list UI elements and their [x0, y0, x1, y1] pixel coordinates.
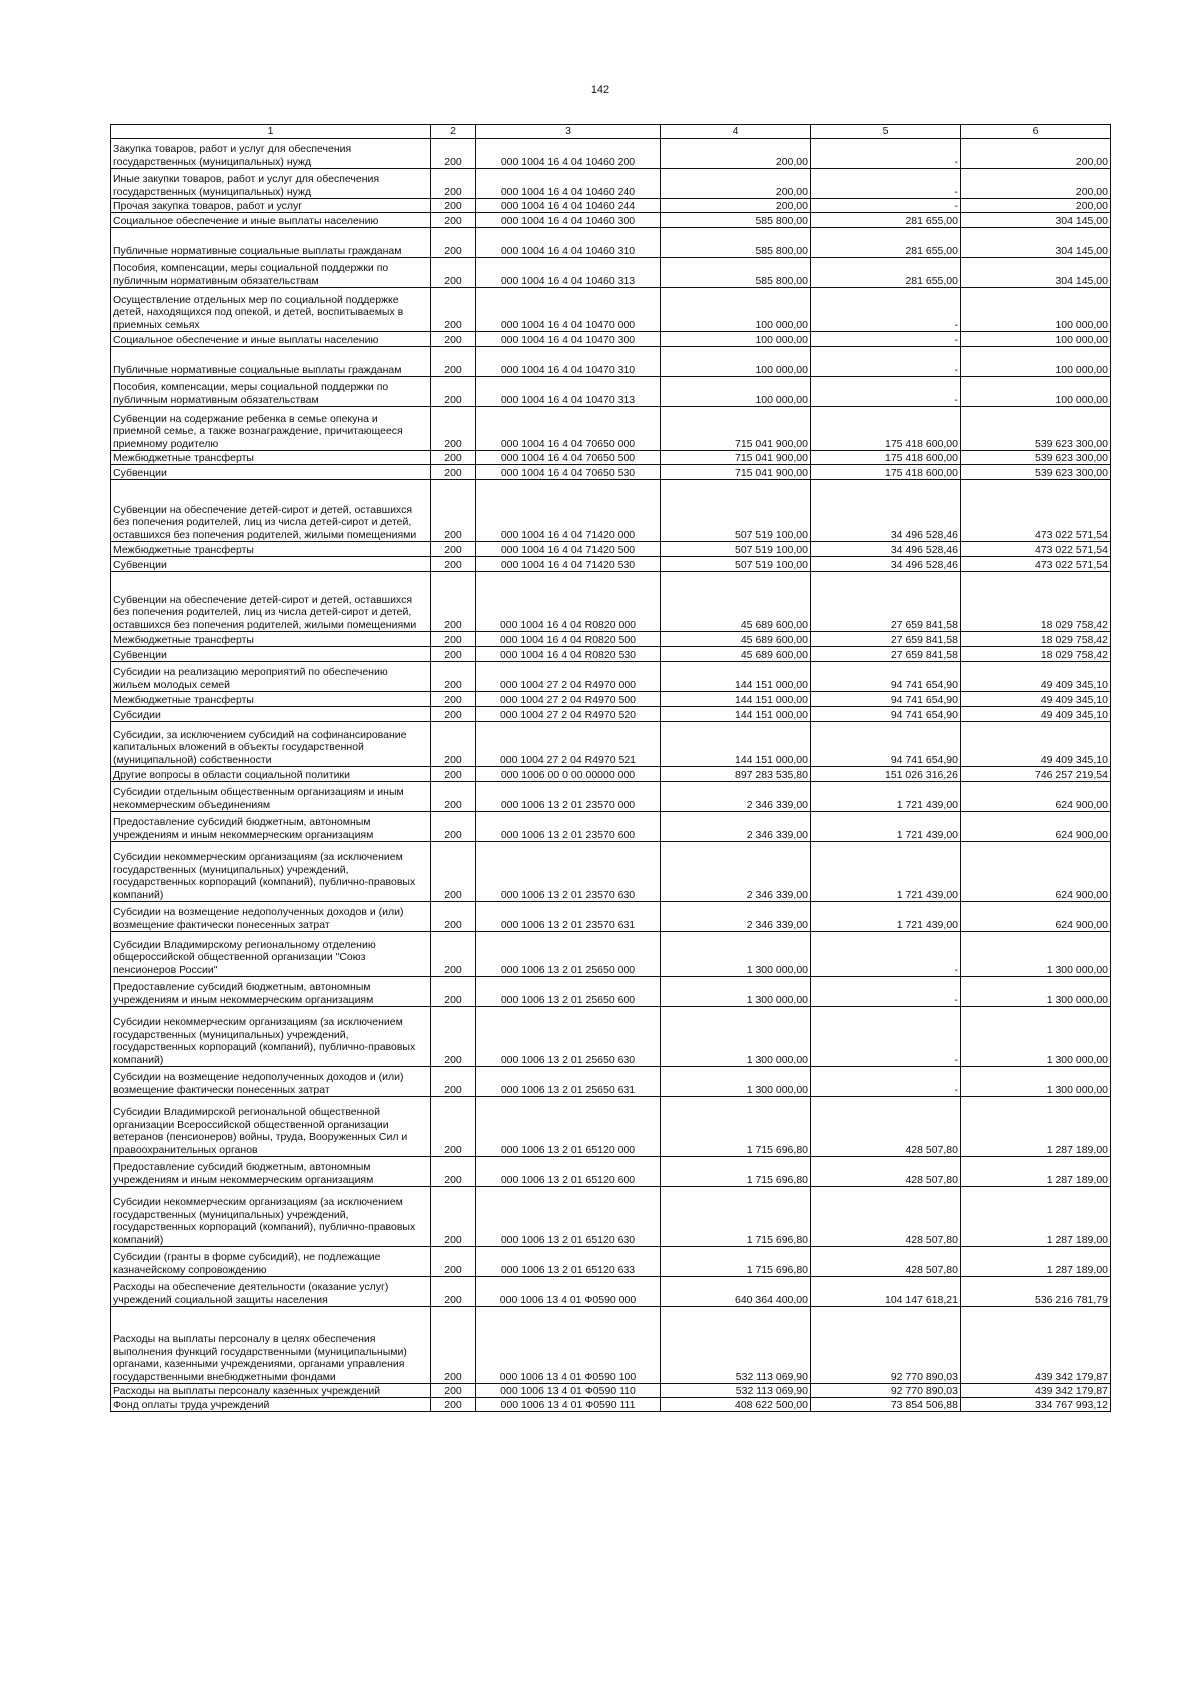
cell-approved: 1 300 000,00: [661, 932, 811, 977]
header-col-1: 1: [111, 125, 431, 139]
cell-approved: 2 346 339,00: [661, 812, 811, 842]
table-row: [111, 139, 1111, 169]
cell-budget-code: 000 1004 16 4 04 10460 244: [476, 199, 661, 213]
table-row: [111, 258, 1111, 288]
cell-unexecuted: 746 257 219,54: [961, 767, 1111, 782]
cell-approved: 1 715 696,80: [661, 1247, 811, 1277]
cell-approved: 2 346 339,00: [661, 782, 811, 812]
cell-name: Субвенции на обеспечение детей-сирот и детей, оставшихся без попечения родителей, лиц из числа детей-сирот и детей, оставшихся без попечения родителей, жилыми помещениями: [111, 572, 431, 632]
cell-name: Публичные нормативные социальные выплаты гражданам: [111, 228, 431, 258]
table-row: [111, 1097, 1111, 1157]
cell-unexecuted: 100 000,00: [961, 332, 1111, 347]
cell-approved: 45 689 600,00: [661, 647, 811, 662]
table-row: [111, 199, 1111, 213]
table-row: [111, 1384, 1111, 1398]
cell-admin-code: 200: [431, 332, 476, 347]
cell-admin-code: 200: [431, 465, 476, 480]
cell-admin-code: 200: [431, 1097, 476, 1157]
cell-approved: 200,00: [661, 199, 811, 213]
cell-admin-code: 200: [431, 1307, 476, 1384]
cell-budget-code: 000 1006 13 2 01 25650 630: [476, 1007, 661, 1067]
cell-approved: 532 113 069,90: [661, 1384, 811, 1398]
cell-name: Субсидии на реализацию мероприятий по обеспечению жильем молодых семей: [111, 662, 431, 692]
cell-approved: 2 346 339,00: [661, 842, 811, 902]
table-row: [111, 812, 1111, 842]
cell-name: Субсидии: [111, 707, 431, 722]
cell-executed: 428 507,80: [811, 1247, 961, 1277]
cell-admin-code: 200: [431, 480, 476, 542]
table-row: [111, 213, 1111, 228]
cell-executed: 1 721 439,00: [811, 842, 961, 902]
cell-unexecuted: 1 287 189,00: [961, 1157, 1111, 1187]
cell-unexecuted: 1 300 000,00: [961, 932, 1111, 977]
cell-admin-code: 200: [431, 782, 476, 812]
cell-executed: 281 655,00: [811, 258, 961, 288]
cell-budget-code: 000 1006 13 4 01 Ф0590 000: [476, 1277, 661, 1307]
cell-approved: 897 283 535,80: [661, 767, 811, 782]
table-row: [111, 169, 1111, 199]
cell-executed: 428 507,80: [811, 1187, 961, 1247]
table-row: [111, 977, 1111, 1007]
table-row: [111, 782, 1111, 812]
table-row: [111, 1007, 1111, 1067]
cell-unexecuted: 539 623 300,00: [961, 451, 1111, 465]
cell-admin-code: 200: [431, 1157, 476, 1187]
cell-budget-code: 000 1004 16 4 04 10470 310: [476, 347, 661, 377]
cell-executed: 92 770 890,03: [811, 1307, 961, 1384]
cell-budget-code: 000 1004 16 4 04 71420 500: [476, 542, 661, 557]
cell-executed: 281 655,00: [811, 228, 961, 258]
cell-unexecuted: 18 029 758,42: [961, 647, 1111, 662]
cell-unexecuted: 100 000,00: [961, 288, 1111, 332]
cell-budget-code: 000 1004 16 4 04 70650 500: [476, 451, 661, 465]
cell-admin-code: 200: [431, 1384, 476, 1398]
cell-approved: 585 800,00: [661, 228, 811, 258]
cell-approved: 144 151 000,00: [661, 662, 811, 692]
cell-executed: 1 721 439,00: [811, 902, 961, 932]
header-col-3: 3: [476, 125, 661, 139]
cell-approved: 1 715 696,80: [661, 1187, 811, 1247]
cell-approved: 715 041 900,00: [661, 407, 811, 451]
cell-unexecuted: 539 623 300,00: [961, 465, 1111, 480]
cell-name: Субвенции на содержание ребенка в семье опекуна и приемной семье, а также вознаграждение, причитающееся приемному родителю: [111, 407, 431, 451]
table-row: [111, 1307, 1111, 1384]
table-row: [111, 767, 1111, 782]
cell-unexecuted: 200,00: [961, 169, 1111, 199]
cell-name: Субсидии на возмещение недополученных доходов и (или) возмещение фактически понесенных затрат: [111, 902, 431, 932]
header-col-2: 2: [431, 125, 476, 139]
cell-budget-code: 000 1004 16 4 04 70650 000: [476, 407, 661, 451]
cell-name: Субсидии некоммерческим организациям (за исключением государственных (муниципальных) учреждений, государственных корпораций (компаний), публично-правовых компаний): [111, 842, 431, 902]
cell-unexecuted: 624 900,00: [961, 812, 1111, 842]
cell-admin-code: 200: [431, 139, 476, 169]
cell-approved: 408 622 500,00: [661, 1398, 811, 1412]
cell-name: Субсидии (гранты в форме субсидий), не подлежащие казначейскому сопровождению: [111, 1247, 431, 1277]
table-row: [111, 228, 1111, 258]
table-row: [111, 842, 1111, 902]
table-row: [111, 1247, 1111, 1277]
cell-admin-code: 200: [431, 932, 476, 977]
table-row: [111, 932, 1111, 977]
cell-unexecuted: 49 409 345,10: [961, 662, 1111, 692]
cell-approved: 144 151 000,00: [661, 707, 811, 722]
cell-name: Субсидии Владимирской региональной общественной организации Всероссийской общественной организации ветеранов (пенсионеров) войны, труда, Вооруженных Сил и правоохранительных органов: [111, 1097, 431, 1157]
cell-name: Межбюджетные трансферты: [111, 632, 431, 647]
cell-admin-code: 200: [431, 632, 476, 647]
cell-admin-code: 200: [431, 199, 476, 213]
cell-name: Субвенции: [111, 557, 431, 572]
cell-executed: 428 507,80: [811, 1097, 961, 1157]
cell-executed: 34 496 528,46: [811, 542, 961, 557]
cell-approved: 100 000,00: [661, 347, 811, 377]
table-row: [111, 480, 1111, 542]
cell-budget-code: 000 1004 27 2 04 R4970 521: [476, 722, 661, 767]
cell-approved: 144 151 000,00: [661, 692, 811, 707]
cell-admin-code: 200: [431, 169, 476, 199]
cell-admin-code: 200: [431, 451, 476, 465]
cell-admin-code: 200: [431, 842, 476, 902]
cell-executed: -: [811, 1067, 961, 1097]
cell-admin-code: 200: [431, 662, 476, 692]
cell-executed: 1 721 439,00: [811, 782, 961, 812]
cell-executed: -: [811, 347, 961, 377]
cell-budget-code: 000 1006 13 2 01 23570 000: [476, 782, 661, 812]
cell-unexecuted: 624 900,00: [961, 842, 1111, 902]
cell-executed: -: [811, 977, 961, 1007]
cell-name: Публичные нормативные социальные выплаты гражданам: [111, 347, 431, 377]
table-row: [111, 632, 1111, 647]
cell-budget-code: 000 1006 13 2 01 65120 600: [476, 1157, 661, 1187]
table-row: [111, 377, 1111, 407]
cell-unexecuted: 539 623 300,00: [961, 407, 1111, 451]
cell-executed: 34 496 528,46: [811, 557, 961, 572]
cell-executed: -: [811, 332, 961, 347]
cell-executed: 27 659 841,58: [811, 632, 961, 647]
cell-approved: 532 113 069,90: [661, 1307, 811, 1384]
table-row: [111, 465, 1111, 480]
cell-approved: 507 519 100,00: [661, 480, 811, 542]
cell-budget-code: 000 1006 13 2 01 25650 600: [476, 977, 661, 1007]
cell-admin-code: 200: [431, 647, 476, 662]
header-col-5: 5: [811, 125, 961, 139]
cell-budget-code: 000 1004 16 4 04 70650 530: [476, 465, 661, 480]
cell-unexecuted: 1 287 189,00: [961, 1247, 1111, 1277]
cell-admin-code: 200: [431, 1067, 476, 1097]
cell-executed: 73 854 506,88: [811, 1398, 961, 1412]
page-number: 142: [590, 84, 610, 96]
cell-executed: 94 741 654,90: [811, 662, 961, 692]
cell-unexecuted: 624 900,00: [961, 782, 1111, 812]
cell-approved: 200,00: [661, 139, 811, 169]
cell-unexecuted: 1 300 000,00: [961, 1007, 1111, 1067]
cell-budget-code: 000 1006 13 2 01 25650 000: [476, 932, 661, 977]
cell-name: Межбюджетные трансферты: [111, 692, 431, 707]
cell-executed: -: [811, 1007, 961, 1067]
cell-budget-code: 000 1006 13 4 01 Ф0590 110: [476, 1384, 661, 1398]
cell-unexecuted: 100 000,00: [961, 347, 1111, 377]
cell-executed: 27 659 841,58: [811, 572, 961, 632]
cell-executed: -: [811, 932, 961, 977]
cell-admin-code: 200: [431, 377, 476, 407]
cell-name: Пособия, компенсации, меры социальной поддержки по публичным нормативным обязательствам: [111, 258, 431, 288]
budget-table: [110, 124, 1111, 1412]
cell-executed: 1 721 439,00: [811, 812, 961, 842]
cell-name: Межбюджетные трансферты: [111, 542, 431, 557]
cell-executed: -: [811, 288, 961, 332]
table-row: [111, 902, 1111, 932]
cell-name: Пособия, компенсации, меры социальной поддержки по публичным нормативным обязательствам: [111, 377, 431, 407]
cell-approved: 200,00: [661, 169, 811, 199]
table-row: [111, 451, 1111, 465]
cell-approved: 507 519 100,00: [661, 557, 811, 572]
cell-approved: 1 715 696,80: [661, 1157, 811, 1187]
cell-budget-code: 000 1004 16 4 04 R0820 000: [476, 572, 661, 632]
cell-admin-code: 200: [431, 572, 476, 632]
cell-admin-code: 200: [431, 1398, 476, 1412]
cell-executed: -: [811, 169, 961, 199]
cell-name: Иные закупки товаров, работ и услуг для обеспечения государственных (муниципальных) нужд: [111, 169, 431, 199]
cell-unexecuted: 49 409 345,10: [961, 707, 1111, 722]
cell-admin-code: 200: [431, 767, 476, 782]
cell-name: Закупка товаров, работ и услуг для обеспечения государственных (муниципальных) нужд: [111, 139, 431, 169]
cell-name: Предоставление субсидий бюджетным, автономным учреждениям и иным некоммерческим организациям: [111, 977, 431, 1007]
cell-admin-code: 200: [431, 1277, 476, 1307]
cell-budget-code: 000 1004 27 2 04 R4970 000: [476, 662, 661, 692]
cell-unexecuted: 49 409 345,10: [961, 692, 1111, 707]
table-header-row: [111, 125, 1111, 139]
table-row: [111, 572, 1111, 632]
table-row: [111, 692, 1111, 707]
cell-budget-code: 000 1006 13 4 01 Ф0590 100: [476, 1307, 661, 1384]
cell-admin-code: 200: [431, 213, 476, 228]
cell-budget-code: 000 1004 16 4 04 10470 000: [476, 288, 661, 332]
cell-name: Прочая закупка товаров, работ и услуг: [111, 199, 431, 213]
cell-budget-code: 000 1006 13 2 01 65120 630: [476, 1187, 661, 1247]
table-row: [111, 1067, 1111, 1097]
cell-budget-code: 000 1004 16 4 04 71420 530: [476, 557, 661, 572]
cell-executed: 94 741 654,90: [811, 722, 961, 767]
cell-executed: 175 418 600,00: [811, 465, 961, 480]
cell-unexecuted: 304 145,00: [961, 258, 1111, 288]
cell-approved: 1 300 000,00: [661, 1007, 811, 1067]
cell-approved: 715 041 900,00: [661, 465, 811, 480]
cell-name: Межбюджетные трансферты: [111, 451, 431, 465]
header-col-6: 6: [961, 125, 1111, 139]
cell-unexecuted: 536 216 781,79: [961, 1277, 1111, 1307]
cell-name: Субвенции: [111, 647, 431, 662]
cell-name: Расходы на обеспечение деятельности (оказание услуг) учреждений социальной защиты населения: [111, 1277, 431, 1307]
cell-admin-code: 200: [431, 258, 476, 288]
cell-unexecuted: 439 342 179,87: [961, 1384, 1111, 1398]
cell-approved: 100 000,00: [661, 377, 811, 407]
cell-budget-code: 000 1004 16 4 04 71420 000: [476, 480, 661, 542]
cell-approved: 585 800,00: [661, 213, 811, 228]
cell-budget-code: 000 1006 13 2 01 23570 600: [476, 812, 661, 842]
cell-name: Субвенции: [111, 465, 431, 480]
cell-admin-code: 200: [431, 692, 476, 707]
cell-unexecuted: 49 409 345,10: [961, 722, 1111, 767]
cell-admin-code: 200: [431, 288, 476, 332]
cell-approved: 100 000,00: [661, 332, 811, 347]
cell-unexecuted: 473 022 571,54: [961, 557, 1111, 572]
cell-admin-code: 200: [431, 707, 476, 722]
cell-admin-code: 200: [431, 902, 476, 932]
cell-budget-code: 000 1006 13 2 01 23570 631: [476, 902, 661, 932]
cell-admin-code: 200: [431, 812, 476, 842]
cell-executed: 34 496 528,46: [811, 480, 961, 542]
cell-budget-code: 000 1004 27 2 04 R4970 500: [476, 692, 661, 707]
cell-unexecuted: 1 300 000,00: [961, 977, 1111, 1007]
table-row: [111, 1398, 1111, 1412]
cell-budget-code: 000 1004 16 4 04 R0820 500: [476, 632, 661, 647]
cell-budget-code: 000 1006 00 0 00 00000 000: [476, 767, 661, 782]
table-row: [111, 707, 1111, 722]
cell-name: Предоставление субсидий бюджетным, автономным учреждениям и иным некоммерческим организациям: [111, 1157, 431, 1187]
cell-name: Субсидии на возмещение недополученных доходов и (или) возмещение фактически понесенных затрат: [111, 1067, 431, 1097]
cell-admin-code: 200: [431, 1007, 476, 1067]
cell-approved: 1 715 696,80: [661, 1097, 811, 1157]
cell-executed: 94 741 654,90: [811, 707, 961, 722]
cell-name: Субсидии некоммерческим организациям (за исключением государственных (муниципальных) учреждений, государственных корпораций (компаний), публично-правовых компаний): [111, 1187, 431, 1247]
cell-admin-code: 200: [431, 557, 476, 572]
cell-executed: -: [811, 199, 961, 213]
cell-executed: 281 655,00: [811, 213, 961, 228]
cell-approved: 715 041 900,00: [661, 451, 811, 465]
cell-executed: 94 741 654,90: [811, 692, 961, 707]
cell-executed: -: [811, 377, 961, 407]
cell-name: Социальное обеспечение и иные выплаты населению: [111, 213, 431, 228]
cell-unexecuted: 334 767 993,12: [961, 1398, 1111, 1412]
cell-executed: 175 418 600,00: [811, 451, 961, 465]
cell-approved: 1 300 000,00: [661, 1067, 811, 1097]
cell-budget-code: 000 1004 16 4 04 10470 300: [476, 332, 661, 347]
table-row: [111, 662, 1111, 692]
cell-approved: 1 300 000,00: [661, 977, 811, 1007]
cell-admin-code: 200: [431, 977, 476, 1007]
header-col-4: 4: [661, 125, 811, 139]
cell-name: Субсидии, за исключением субсидий на софинансирование капитальных вложений в объекты государственной (муниципальной) собственности: [111, 722, 431, 767]
table-row: [111, 332, 1111, 347]
cell-unexecuted: 473 022 571,54: [961, 542, 1111, 557]
cell-name: Осуществление отдельных мер по социальной поддержке детей, находящихся под опекой, и детей, воспитываемых в приемных семьях: [111, 288, 431, 332]
cell-budget-code: 000 1004 16 4 04 10460 240: [476, 169, 661, 199]
cell-budget-code: 000 1004 16 4 04 10460 313: [476, 258, 661, 288]
cell-approved: 144 151 000,00: [661, 722, 811, 767]
cell-budget-code: 000 1006 13 4 01 Ф0590 111: [476, 1398, 661, 1412]
cell-approved: 100 000,00: [661, 288, 811, 332]
cell-unexecuted: 439 342 179,87: [961, 1307, 1111, 1384]
cell-budget-code: 000 1004 16 4 04 10460 200: [476, 139, 661, 169]
cell-admin-code: 200: [431, 228, 476, 258]
cell-executed: -: [811, 139, 961, 169]
table-row: [111, 1157, 1111, 1187]
cell-name: Социальное обеспечение и иные выплаты населению: [111, 332, 431, 347]
cell-unexecuted: 304 145,00: [961, 213, 1111, 228]
cell-name: Расходы на выплаты персоналу казенных учреждений: [111, 1384, 431, 1398]
cell-unexecuted: 200,00: [961, 139, 1111, 169]
cell-admin-code: 200: [431, 1247, 476, 1277]
cell-unexecuted: 1 287 189,00: [961, 1097, 1111, 1157]
cell-unexecuted: 304 145,00: [961, 228, 1111, 258]
cell-name: Другие вопросы в области социальной политики: [111, 767, 431, 782]
cell-name: Субсидии отдельным общественным организациям и иным некоммерческим объединениям: [111, 782, 431, 812]
cell-budget-code: 000 1004 16 4 04 10460 300: [476, 213, 661, 228]
cell-unexecuted: 473 022 571,54: [961, 480, 1111, 542]
table-row: [111, 347, 1111, 377]
cell-name: Расходы на выплаты персоналу в целях обеспечения выполнения функций государственными (муниципальными) органами, казенными учреждениями, органами управления государственными внебюджетными фондами: [111, 1307, 431, 1384]
cell-executed: 104 147 618,21: [811, 1277, 961, 1307]
table-row: [111, 542, 1111, 557]
cell-executed: 92 770 890,03: [811, 1384, 961, 1398]
table-row: [111, 1277, 1111, 1307]
cell-admin-code: 200: [431, 722, 476, 767]
cell-approved: 2 346 339,00: [661, 902, 811, 932]
cell-budget-code: 000 1004 16 4 04 10470 313: [476, 377, 661, 407]
cell-unexecuted: 1 300 000,00: [961, 1067, 1111, 1097]
cell-unexecuted: 1 287 189,00: [961, 1187, 1111, 1247]
cell-approved: 45 689 600,00: [661, 632, 811, 647]
cell-name: Субсидии некоммерческим организациям (за исключением государственных (муниципальных) учреждений, государственных корпораций (компаний), публично-правовых компаний): [111, 1007, 431, 1067]
cell-executed: 175 418 600,00: [811, 407, 961, 451]
table-row: [111, 1187, 1111, 1247]
cell-approved: 45 689 600,00: [661, 572, 811, 632]
cell-budget-code: 000 1004 27 2 04 R4970 520: [476, 707, 661, 722]
table-row: [111, 288, 1111, 332]
cell-unexecuted: 624 900,00: [961, 902, 1111, 932]
cell-unexecuted: 18 029 758,42: [961, 632, 1111, 647]
cell-name: Фонд оплаты труда учреждений: [111, 1398, 431, 1412]
cell-approved: 585 800,00: [661, 258, 811, 288]
cell-admin-code: 200: [431, 542, 476, 557]
cell-budget-code: 000 1004 16 4 04 R0820 530: [476, 647, 661, 662]
cell-unexecuted: 100 000,00: [961, 377, 1111, 407]
cell-admin-code: 200: [431, 407, 476, 451]
table-row: [111, 722, 1111, 767]
cell-unexecuted: 18 029 758,42: [961, 572, 1111, 632]
cell-budget-code: 000 1006 13 2 01 65120 633: [476, 1247, 661, 1277]
cell-budget-code: 000 1006 13 2 01 23570 630: [476, 842, 661, 902]
cell-executed: 151 026 316,26: [811, 767, 961, 782]
cell-budget-code: 000 1006 13 2 01 25650 631: [476, 1067, 661, 1097]
table-row: [111, 407, 1111, 451]
cell-name: Субсидии Владимирскому региональному отделению общероссийской общественной организации "Союз пенсионеров России": [111, 932, 431, 977]
cell-admin-code: 200: [431, 1187, 476, 1247]
table-row: [111, 647, 1111, 662]
cell-executed: 27 659 841,58: [811, 647, 961, 662]
cell-approved: 507 519 100,00: [661, 542, 811, 557]
cell-admin-code: 200: [431, 347, 476, 377]
cell-executed: 428 507,80: [811, 1157, 961, 1187]
cell-budget-code: 000 1006 13 2 01 65120 000: [476, 1097, 661, 1157]
table-row: [111, 557, 1111, 572]
cell-approved: 640 364 400,00: [661, 1277, 811, 1307]
cell-budget-code: 000 1004 16 4 04 10460 310: [476, 228, 661, 258]
cell-name: Субвенции на обеспечение детей-сирот и детей, оставшихся без попечения родителей, лиц из числа детей-сирот и детей, оставшихся без попечения родителей, жилыми помещениями: [111, 480, 431, 542]
cell-name: Предоставление субсидий бюджетным, автономным учреждениям и иным некоммерческим организациям: [111, 812, 431, 842]
cell-unexecuted: 200,00: [961, 199, 1111, 213]
